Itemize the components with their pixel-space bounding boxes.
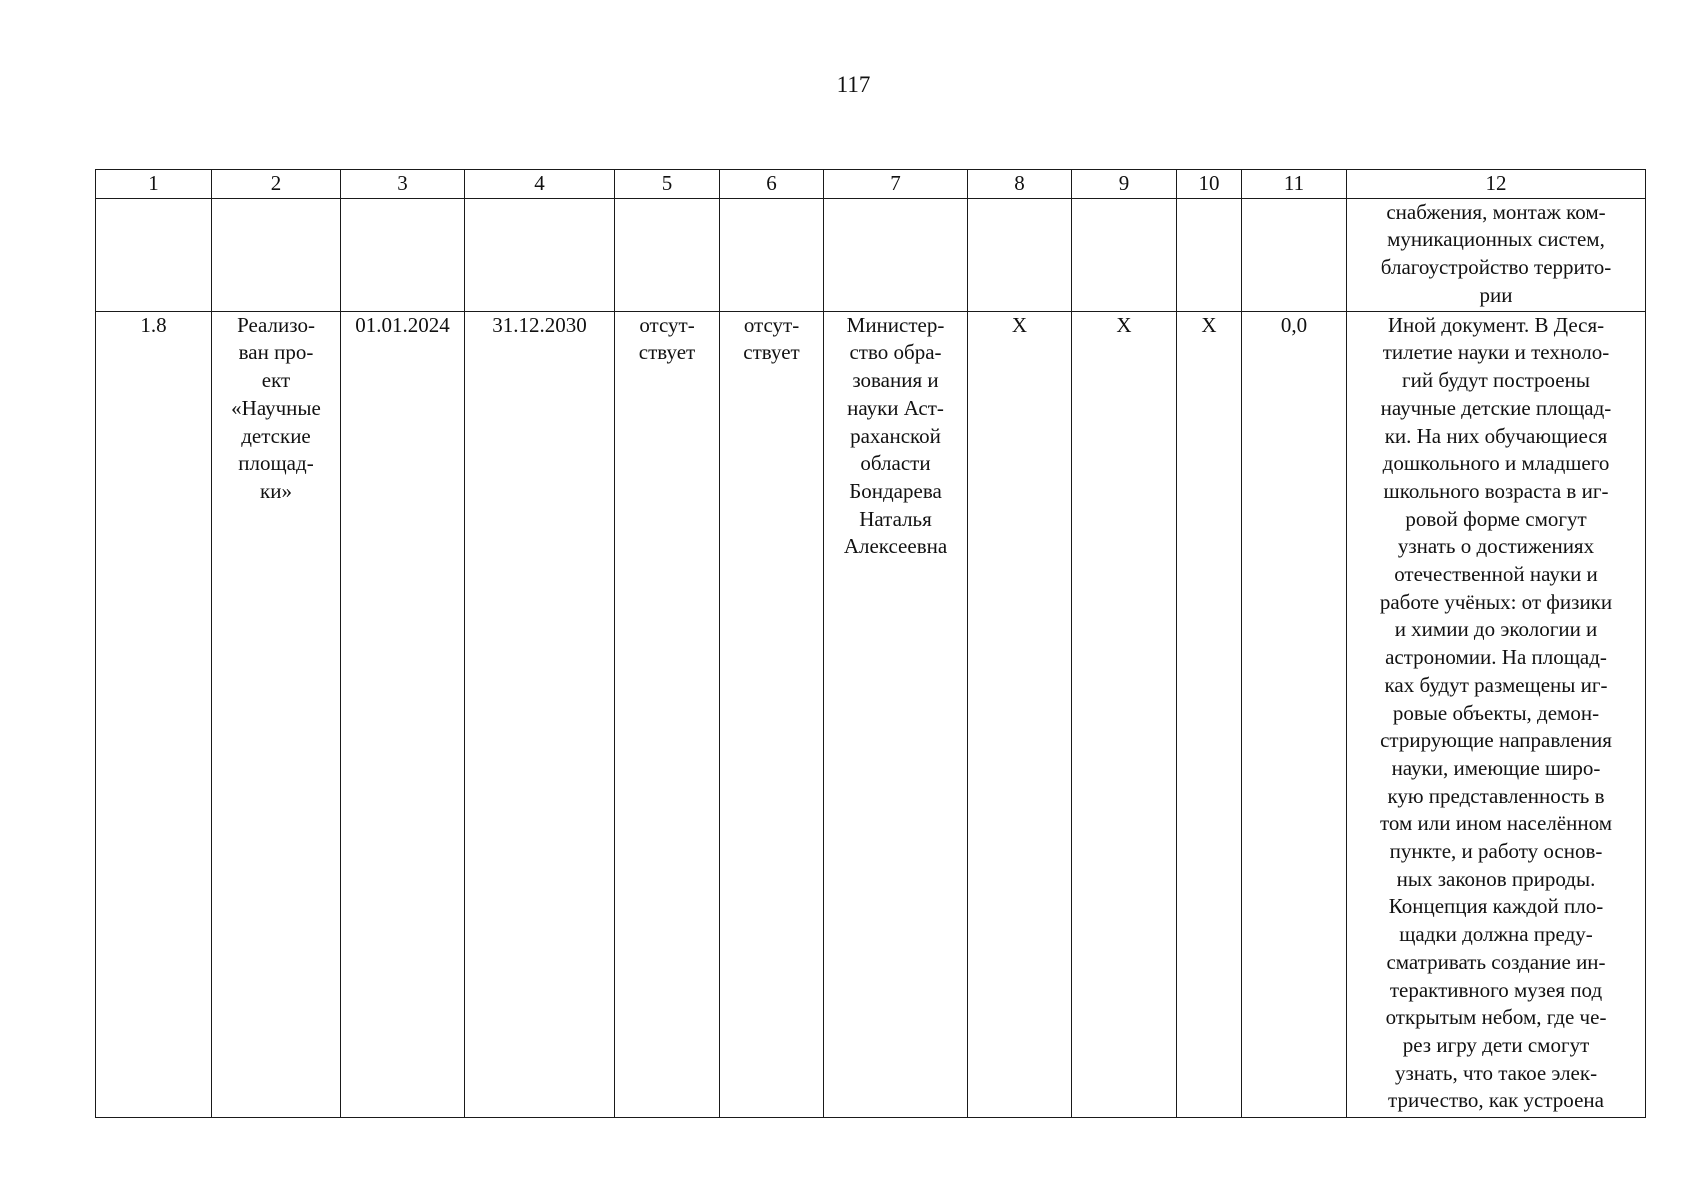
header-col-11: 11 [1242, 170, 1347, 199]
cont-cell-10 [1177, 198, 1242, 311]
header-col-4: 4 [465, 170, 615, 199]
col11-value: 0,0 [1242, 311, 1347, 1117]
continuation-row [96, 198, 1646, 311]
header-col-10: 10 [1177, 170, 1242, 199]
table-row [96, 311, 1646, 1117]
cont-cell-1 [96, 198, 212, 311]
header-col-8: 8 [968, 170, 1072, 199]
col6-value: отсут- ствует [720, 311, 824, 1117]
col8-value: X [968, 311, 1072, 1117]
header-col-1: 1 [96, 170, 212, 199]
cont-cell-2 [212, 198, 341, 311]
cont-cell-3 [341, 198, 465, 311]
header-col-7: 7 [824, 170, 968, 199]
cont-cell-12-description: снабжения, монтаж ком- муникационных систем, благоустройство террито- рии [1347, 198, 1646, 311]
header-row [96, 170, 1646, 199]
start-date: 01.01.2024 [341, 311, 465, 1117]
end-date: 31.12.2030 [465, 311, 615, 1117]
cont-cell-9 [1072, 198, 1177, 311]
col9-value: X [1072, 311, 1177, 1117]
cont-cell-4 [465, 198, 615, 311]
document-table [95, 169, 1646, 1118]
cont-cell-6 [720, 198, 824, 311]
page-number: 117 [836, 72, 871, 97]
header-col-2: 2 [212, 170, 341, 199]
row-number: 1.8 [96, 311, 212, 1117]
cont-cell-11 [1242, 198, 1347, 311]
col5-value: отсут- ствует [615, 311, 720, 1117]
header-col-3: 3 [341, 170, 465, 199]
header-col-6: 6 [720, 170, 824, 199]
result-name: Реализо- ван про- ект «Научные детские площад- ки» [212, 311, 341, 1117]
col10-value: X [1177, 311, 1242, 1117]
header-col-12: 12 [1347, 170, 1646, 199]
responsible-person: Министер- ство обра- зования и науки Аст- раханской области Бондарева Наталья Алексеевна [824, 311, 968, 1117]
cont-cell-5 [615, 198, 720, 311]
cont-cell-7 [824, 198, 968, 311]
header-col-5: 5 [615, 170, 720, 199]
cont-cell-8 [968, 198, 1072, 311]
header-col-9: 9 [1072, 170, 1177, 199]
description-text: Иной документ. В Деся- тилетие науки и техноло- гий будут построены научные детские площад- ки. На них обучающиеся дошкольного и младшего школьного возраста в иг- ровой форме смогут узнать о достижениях отечественной науки и работе учёных: от физики и химии до экологии и астрономии. На площад- ках будут размещены иг- ровые объекты, демон- стрирующие направления науки, имеющие широ- кую представленность в том или ином населённом пункте, и работу основ- ных законов природы. Концепция каждой пло- щадки должна преду- сматривать создание ин- терактивного музея под открытым небом, где че- рез игру дети смогут узнать, что такое элек- тричество, как устроена [1347, 311, 1646, 1117]
